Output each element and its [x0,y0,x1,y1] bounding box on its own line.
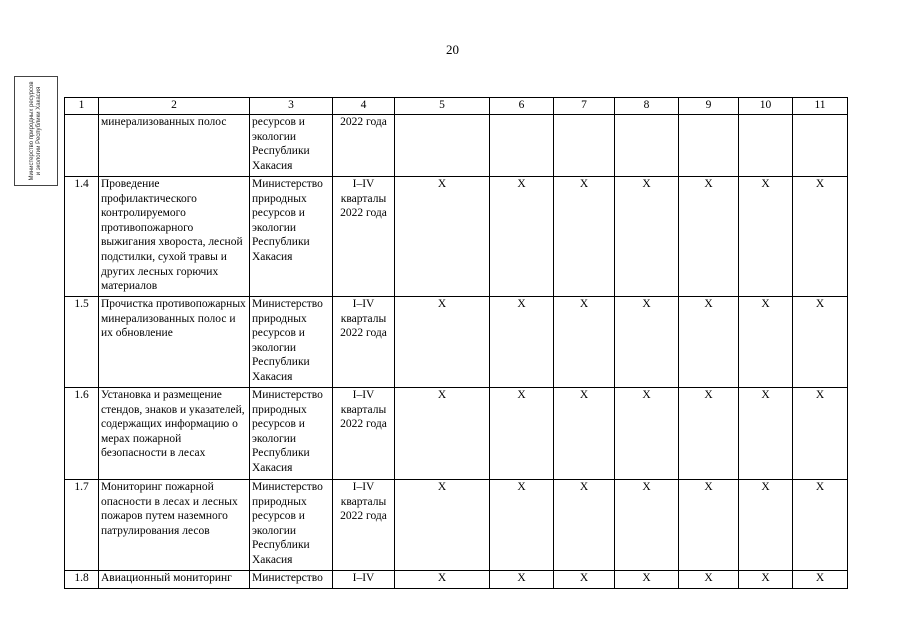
responsible-executor: ресурсов и экологии Республики Хакасия [250,115,333,177]
table-row [65,177,848,297]
mark-cell: X [395,177,490,297]
mark-cell: X [679,571,739,589]
mark-cell: X [793,480,848,571]
mark-cell: X [490,480,554,571]
mark-cell: X [554,177,615,297]
measure-name: Авиационный мониторинг [99,571,250,589]
mark-cell: X [490,297,554,388]
mark-cell: X [554,480,615,571]
column-header-9: 9 [679,98,739,115]
mark-cell: X [395,571,490,589]
mark-cell: X [679,388,739,480]
column-header-8: 8 [615,98,679,115]
row-number: 1.4 [65,177,99,297]
mark-cell: X [679,177,739,297]
mark-cell [554,115,615,177]
row-number: 1.6 [65,388,99,480]
measure-name: Мониторинг пожарной опасности в лесах и лесных пожаров путем наземного патрулирования лесов [99,480,250,571]
table-row [65,571,848,589]
mark-cell [395,115,490,177]
mark-cell [490,115,554,177]
table-row [65,388,848,480]
mark-cell: X [490,571,554,589]
mark-cell: X [739,177,793,297]
column-header-10: 10 [739,98,793,115]
document-stamp [14,76,58,186]
measures-table [64,97,848,589]
mark-cell: X [739,571,793,589]
mark-cell: X [793,571,848,589]
responsible-executor: Министерство природных ресурсов и экологии Республики Хакасия [250,177,333,297]
column-header-1: 1 [65,98,99,115]
table-body [65,115,848,589]
mark-cell: X [679,297,739,388]
mark-cell: X [793,388,848,480]
mark-cell [793,115,848,177]
page-number: 20 [446,42,459,57]
measure-name: Прочистка противопожарных минерализованных полос и их обновление [99,297,250,388]
execution-period: I–IV кварталы 2022 года [333,480,395,571]
mark-cell: X [395,480,490,571]
column-header-7: 7 [554,98,615,115]
stamp-text: Министерство природных ресурсов и экологии Республики Хакасия [29,81,42,181]
mark-cell: X [490,388,554,480]
mark-cell: X [679,480,739,571]
responsible-executor: Министерство природных ресурсов и экологии Республики Хакасия [250,480,333,571]
column-header-4: 4 [333,98,395,115]
measure-name: минерализованных полос [99,115,250,177]
row-number: 1.5 [65,297,99,388]
mark-cell: X [739,388,793,480]
column-header-6: 6 [490,98,554,115]
mark-cell [679,115,739,177]
row-number [65,115,99,177]
measure-name: Установка и размещение стендов, знаков и указателей, содержащих информацию о мерах пожарной безопасности в лесах [99,388,250,480]
mark-cell: X [554,388,615,480]
column-header-2: 2 [99,98,250,115]
measure-name: Проведение профилактического контролируемого противопожарного выжигания хвороста, лесной подстилки, сухой травы и других лесных горючих материалов [99,177,250,297]
mark-cell: X [554,571,615,589]
responsible-executor: Министерство природных ресурсов и экологии Республики Хакасия [250,388,333,480]
column-header-3: 3 [250,98,333,115]
table-row [65,115,848,177]
mark-cell: X [395,388,490,480]
execution-period: I–IV [333,571,395,589]
execution-period: I–IV кварталы 2022 года [333,177,395,297]
mark-cell: X [615,480,679,571]
execution-period: I–IV кварталы 2022 года [333,297,395,388]
mark-cell: X [490,177,554,297]
mark-cell: X [739,480,793,571]
mark-cell: X [793,297,848,388]
execution-period: 2022 года [333,115,395,177]
mark-cell [739,115,793,177]
table-row [65,297,848,388]
table-row [65,480,848,571]
column-header-5: 5 [395,98,490,115]
mark-cell: X [615,297,679,388]
row-number: 1.7 [65,480,99,571]
row-number: 1.8 [65,571,99,589]
mark-cell: X [615,177,679,297]
table-header-row [65,98,848,115]
responsible-executor: Министерство [250,571,333,589]
execution-period: I–IV кварталы 2022 года [333,388,395,480]
column-header-11: 11 [793,98,848,115]
mark-cell: X [793,177,848,297]
responsible-executor: Министерство природных ресурсов и экологии Республики Хакасия [250,297,333,388]
mark-cell: X [395,297,490,388]
mark-cell [615,115,679,177]
mark-cell: X [739,297,793,388]
mark-cell: X [554,297,615,388]
mark-cell: X [615,388,679,480]
mark-cell: X [615,571,679,589]
